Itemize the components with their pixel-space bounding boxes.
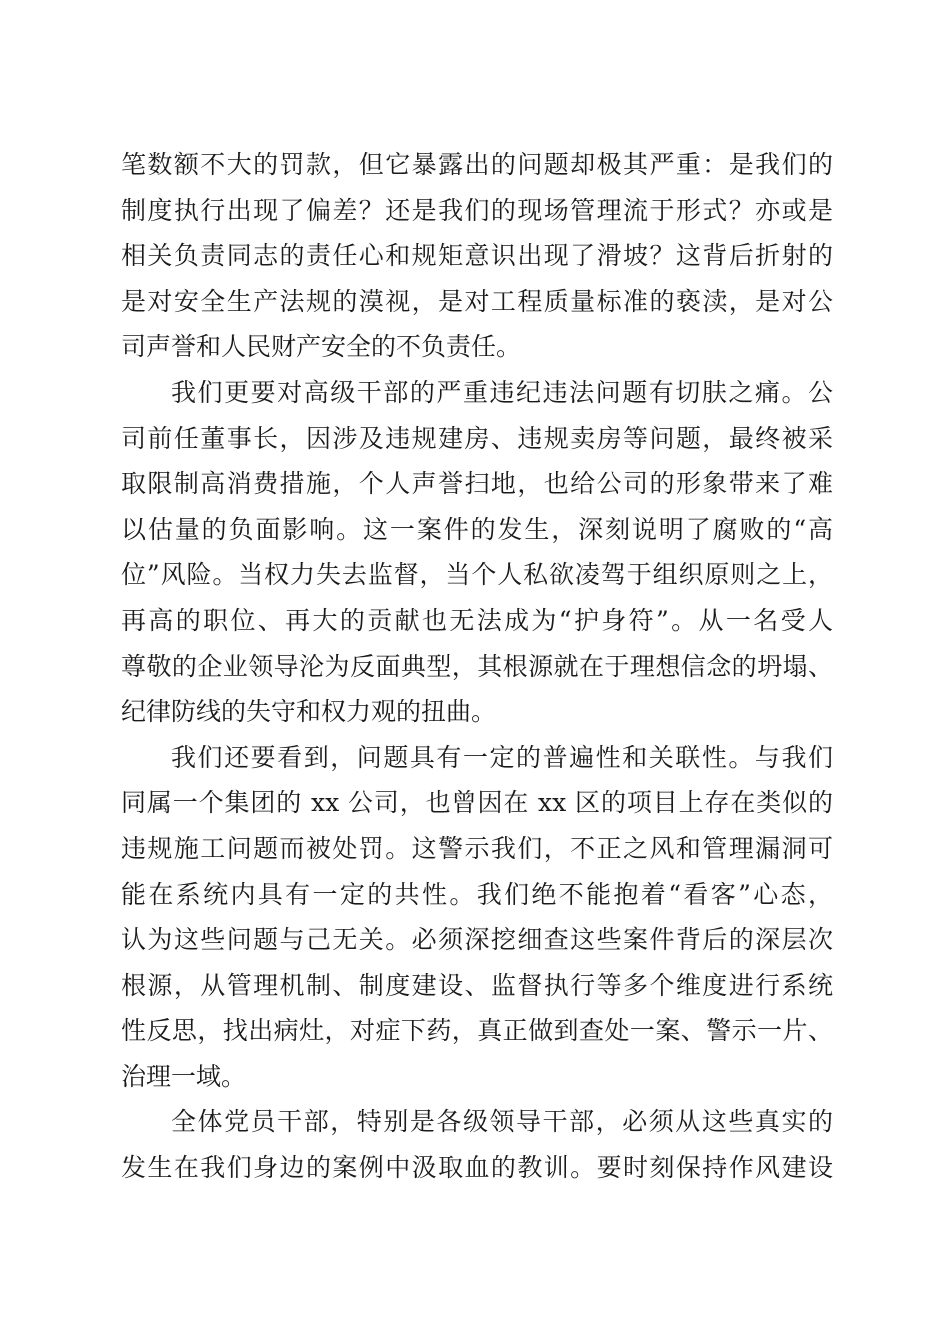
text-line: 司声誉和人民财产安全的不负责任。 bbox=[121, 332, 522, 362]
text-line: 位”风险。当权力失去监督，当个人私欲凌驾于组织原则之上， bbox=[121, 560, 833, 590]
text-line: 取限制高消费措施，个人声誉扫地，也给公司的形象带来了难 bbox=[121, 469, 833, 499]
text-line: 根源，从管理机制、制度建设、监督执行等多个维度进行系统 bbox=[121, 970, 833, 1000]
text-line: 全体党员干部，特别是各级领导干部，必须从这些真实的 bbox=[171, 1107, 833, 1137]
text-line: 再高的职位、再大的贡献也无法成为“护身符”。从一名受人 bbox=[121, 605, 833, 635]
text-line: 同属一个集团的 xx 公司，也曾因在 xx 区的项目上存在类似的 bbox=[121, 788, 833, 818]
text-line: 纪律防线的失守和权力观的扭曲。 bbox=[121, 697, 497, 727]
body-text bbox=[121, 142, 833, 1191]
text-line: 制度执行出现了偏差？还是我们的现场管理流于形式？亦或是 bbox=[121, 195, 833, 225]
text-line: 相关负责同志的责任心和规矩意识出现了滑坡？这背后折射的 bbox=[121, 241, 833, 271]
text-line: 性反思，找出病灶，对症下药，真正做到查处一案、警示一片、 bbox=[121, 1016, 833, 1046]
text-line: 能在系统内具有一定的共性。我们绝不能抱着“看客”心态， bbox=[121, 879, 833, 909]
text-line: 我们更要对高级干部的严重违纪违法问题有切肤之痛。公 bbox=[171, 377, 833, 407]
text-line: 认为这些问题与己无关。必须深挖细查这些案件背后的深层次 bbox=[121, 925, 833, 955]
text-line: 违规施工问题而被处罚。这警示我们，不正之风和管理漏洞可 bbox=[121, 833, 833, 863]
text-line: 发生在我们身边的案例中汲取血的教训。要时刻保持作风建设 bbox=[121, 1153, 833, 1183]
text-line: 尊敬的企业领导沦为反面典型，其根源就在于理想信念的坍塌、 bbox=[121, 651, 833, 681]
text-line: 治理一域。 bbox=[121, 1061, 247, 1091]
text-line: 笔数额不大的罚款，但它暴露出的问题却极其严重：是我们的 bbox=[121, 150, 833, 179]
text-line: 司前任董事长，因涉及违规建房、违规卖房等问题，最终被采 bbox=[121, 423, 833, 453]
text-line: 以估量的负面影响。这一案件的发生，深刻说明了腐败的“高 bbox=[121, 514, 833, 544]
text-line: 是对安全生产法规的漠视，是对工程质量标准的亵渎，是对公 bbox=[121, 286, 833, 316]
text-line: 我们还要看到，问题具有一定的普遍性和关联性。与我们 bbox=[171, 742, 833, 772]
